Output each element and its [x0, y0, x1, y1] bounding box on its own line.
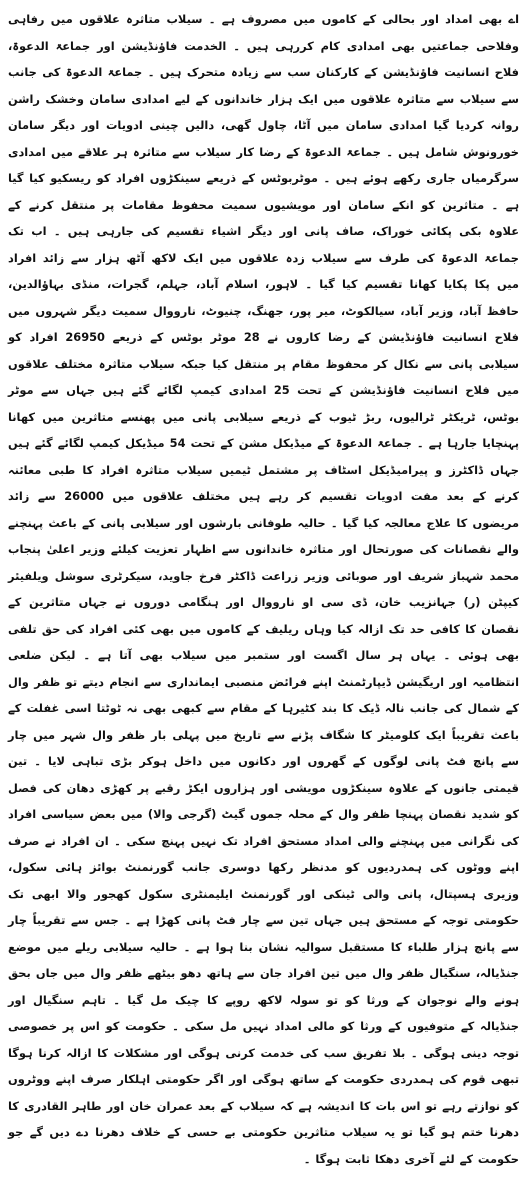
article-sentence: موٹربوٹس کے ذریعے سینکڑوں افراد کو ریسکیو کیا گیا ہے ۔: [8, 171, 519, 212]
article-sentence: تین قیمتی جانوں کے علاوہ سینکڑوں مویشی اور ہزاروں ایکڑ رقبے پر کھڑی دھان کی فصل کو شدید نقصان پہنچا ظفر وال کے محلہ جموں گیٹ (گرجی والا) میں بعض سیاسی افراد کی نگرانی میں پہنچنے والی امداد مستحق افراد تک نہیں پہنچ سکی ۔: [8, 754, 519, 848]
article-sentence: لیکن ضلعی انتظامیہ اور اریگیشن ڈیپارٹمنٹ اپنے فرائض منصبی ایمانداری سے انجام دیتے تو ظفر وال کے شمال کی جانب نالہ ڈیک کا بند کٹیرہا کے مقام سے کبھی بھی نہ ٹوٹتا اسی غفلت کے باعث تقریباً ایک کلومیٹر کا شگاف پڑنے سے تاریخ میں پہلی بار ظفر وال شہر میں چار سے پانچ فٹ پانی لوگوں کے گھروں اور دکانوں میں داخل ہوکر بڑی تباہی لایا ۔: [8, 648, 519, 768]
article-sentence: جماعۃ الدعوۃ کے رضا کار سیلاب سے متاثرہ ہر علاقے میں امدادی سرگرمیاں جاری رکھے ہوئے ہیں ۔: [8, 144, 519, 185]
article-sentence: اب تک جماعۃ الدعوۃ کی طرف سے سیلاب زدہ علاقوں میں ایک لاکھ آٹھ ہزار سے زائد افراد میں پکا پکایا کھانا تقسیم کیا گیا ۔: [8, 224, 519, 291]
article-sentence: اے بھی امداد اور بحالی کے کاموں میں مصروف ہے ۔: [202, 12, 519, 26]
article-sentence: جماعۃ الدعوۃ کی جانب سے سیلاب سے متاثرہ علاقوں میں ایک ہزار خاندانوں کے لیے امدادی سامان وخشک راشن روانہ کردیا گیا امدادی سامان میں آٹا، چاول گھی، دالیں چینی ادویات اور دیگر سامان خورونوش شامل ہیں ۔: [8, 65, 520, 159]
article-sentence: ان افراد نے صرف اپنے ووٹوں کی ہمدردیوں کو مدنظر رکھا دوسری جانب گورنمنٹ بوائز ہائی سکول، وزیری ہسپتال، پانی والی ٹینکی اور گورنمنٹ ایلیمنٹری سکول کھجور والا ابھی تک حکومتی توجہ کے مستحق ہیں جہاں تین سے چار فٹ پانی کھڑا ہے ۔: [8, 833, 519, 927]
article-sentence: لاہور، اسلام آباد، جہلم، گجرات، منڈی بہاؤالدین، حافظ آباد، وزیر آباد، سیالکوٹ، میر پور، جھنگ، چنیوٹ، نارووال سمیت دیگر شہروں میں فلاح انسانیت فاؤنڈیشن کے رضا کاروں نے 28 موٹر بوٹس کے ذریعے 26950 افراد کو سیلابی پانی سے نکال کر محفوظ مقام پر منتقل کیا جبکہ سیلاب متاثرہ مختلف علاقوں میں فلاح انسانیت فاؤنڈیشن کے تحت 25 امدادی کیمپ لگائے گئے ہیں جہاں سے موٹر بوٹس، ٹریکٹر ٹرالیوں، ربڑ ٹیوب کے ذریعے سیلابی پانی میں پھنسے متاثرین میں کھانا پہنچایا جارہا ہے ۔: [8, 277, 519, 450]
article-sentence: جس سے تقریباً چار سے پانچ ہزار طلباء کا مستقبل سوالیہ نشان بنا ہوا ہے ۔: [8, 913, 519, 954]
article-sentence: بلا تفریق سب کی خدمت کرنی ہوگی اور مشکلات کا ازالہ کرنا ہوگا تبھی قوم کی ہمدردی حکومت کے ساتھ ہوگی اور اگر حکومتی اہلکار صرف اپنے ووٹروں کو نوازتے رہے تو اس بات کا اندیشہ ہے کہ سیلاب کے بعد عمران خان اور طاہر القادری کا دھرنا ختم ہو گیا تو یہ سیلاب متاثرین حکومتی بے حسی کے خلاف دھرنا دے دیں گے جو حکومت کے لئے آخری دھکا ثابت ہوگا ۔: [8, 1045, 519, 1166]
article-sentence: متاثرین کو انکے سامان اور مویشیوں سمیت محفوظ مقامات پر منتقل کرنے کے علاوہ بکی پکائی خوراک، صاف پانی اور دیگر اشیاء تقسیم کی جارہی ہیں ۔: [8, 197, 519, 238]
article-sentence: الخدمت فاؤنڈیشن اور جماعۃ الدعوۃ، فلاح انسانیت فاؤنڈیشن کے کارکنان سب سے زیادہ متحرک ہیں ۔: [8, 38, 519, 79]
article-sentence: سیلاب متاثرہ علاقوں میں رفاہی وفلاحی جماعتیں بھی امدادی کام کررہی ہیں ۔: [8, 12, 519, 53]
article-sentence: یہاں ہر سال اگست اور ستمبر میں سیلاب بھی آتا ہے ۔: [75, 648, 436, 662]
article-sentence: حالیہ سیلابی ریلے میں موضع جنڈیالہ، سنگیال ظفر وال میں تین افراد جان سے ہاتھ دھو بیٹھے ظفر وال میں جاں بحق ہونے والے نوجوان کے ورثا کو تو سولہ لاکھ روپے کا چیک مل گیا ۔: [8, 939, 519, 1007]
article-sentence: حالیہ طوفانی بارشوں اور سیلابی پانی کے باعث پہنچنے والے نقصانات کی صورتحال اور متاثرہ خاندانوں سے اظہار تعزیت کیلئے وزیر اعلیٰ پنجاب محمد شہباز شریف اور صوبائی وزیر زراعت ڈاکٹر فرخ جاوید، سیکرٹری سوشل ویلفیئر کیپٹن (ر) جہانزیب خان، ڈی سی او نارووال اور ہنگامی دوروں نے جہاں متاثرین کے نقصان کا کافی حد تک ازالہ کیا وہاں ریلیف کے کاموں میں بھی کئی افراد کی حق تلفی بھی ہوئی ۔: [8, 515, 519, 662]
article-sentence: جماعۃ الدعوۃ کے میڈیکل مشن کے تحت 54 میڈیکل کیمپ لگائے گئے ہیں جہاں ڈاکٹرز و پیرامیڈیکل اسٹاف پر مشتمل ٹیمیں سیلاب متاثرہ افراد کا طبی معائنہ کرنے کے بعد مفت ادویات تقسیم کر رہے ہیں مختلف علاقوں میں 26000 سے زائد مریضوں کا علاج معالجہ کیا گیا ۔: [8, 436, 520, 530]
article-sentence: حکومت کو اس پر خصوصی توجہ دینی ہوگی ۔: [8, 1019, 519, 1060]
article-sentence: تاہم سنگیال اور جنڈیالہ کے متوفیوں کے ورثا کو مالی امداد نہیں مل سکی ۔: [8, 992, 519, 1033]
article-body: [8, 6, 519, 1172]
